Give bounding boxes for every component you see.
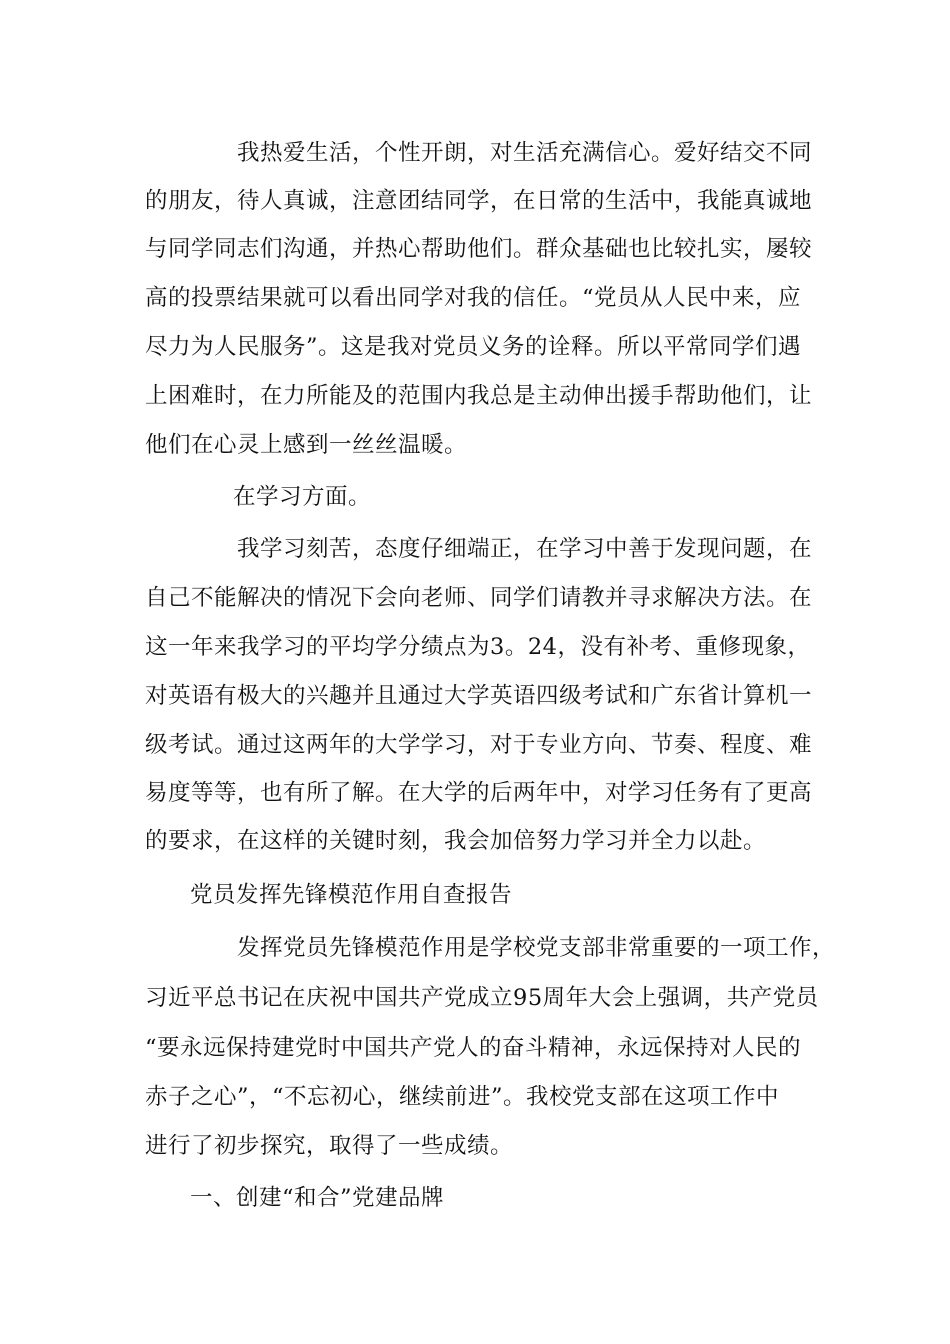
paragraph-1-line-5: 尽力为人民服务”。这是我对党员义务的诠释。所以平常同学们遇 xyxy=(145,334,802,360)
paragraph-3-line-5: 进行了初步探究，取得了一些成绩。 xyxy=(145,1133,514,1159)
paragraph-2-line-4: 对英语有极大的兴趣并且通过大学英语四级考试和广东省计算机一 xyxy=(145,683,813,709)
report-title: 党员发挥先锋模范作用自查报告 xyxy=(190,882,513,908)
paragraph-3-line-4: 赤子之心”，“不忘初心，继续前进”。我校党支部在这项工作中 xyxy=(145,1084,780,1110)
paragraph-1-line-6: 上困难时，在力所能及的范围内我总是主动伸出援手帮助他们，让 xyxy=(145,383,813,409)
paragraph-2-line-2: 自己不能解决的情况下会向老师、同学们请教并寻求解决方法。在 xyxy=(145,585,813,611)
paragraph-1-line-7: 他们在心灵上感到一丝丝温暖。 xyxy=(145,432,468,458)
paragraph-3-line-3: “要永远保持建党时中国共产党人的奋斗精神，永远保持对人民的 xyxy=(145,1035,802,1061)
study-heading: 在学习方面。 xyxy=(233,484,372,510)
paragraph-3-line-2: 习近平总书记在庆祝中国共产党成立95周年大会上强调，共产党员 xyxy=(145,985,819,1011)
paragraph-1-line-3: 与同学同志们沟通，并热心帮助他们。群众基础也比较扎实，屡较 xyxy=(145,236,813,262)
paragraph-2-line-6: 易度等等，也有所了解。在大学的后两年中，对学习任务有了更高 xyxy=(145,780,813,806)
paragraph-2-line-7: 的要求，在这样的关键时刻，我会加倍努力学习并全力以赴。 xyxy=(145,828,767,854)
paragraph-1-line-2: 的朋友，待人真诚，注意团结同学，在日常的生活中，我能真诚地 xyxy=(145,188,813,214)
section-1-heading: 一、创建“和合”党建品牌 xyxy=(190,1185,445,1211)
paragraph-1-line-4: 高的投票结果就可以看出同学对我的信任。“党员从人民中来，应 xyxy=(145,285,802,311)
paragraph-2-line-3: 这一年来我学习的平均学分绩点为3。24，没有补考、重修现象， xyxy=(145,634,811,660)
paragraph-2-line-1: 我学习刻苦，态度仔细端正，在学习中善于发现问题，在 xyxy=(237,536,813,562)
paragraph-3-line-1: 发挥党员先锋模范作用是学校党支部非常重要的一项工作， xyxy=(237,935,836,961)
paragraph-1-line-1: 我热爱生活，个性开朗，对生活充满信心。爱好结交不同 xyxy=(237,140,813,166)
paragraph-2-line-5: 级考试。通过这两年的大学学习，对于专业方向、节奏、程度、难 xyxy=(145,732,813,758)
